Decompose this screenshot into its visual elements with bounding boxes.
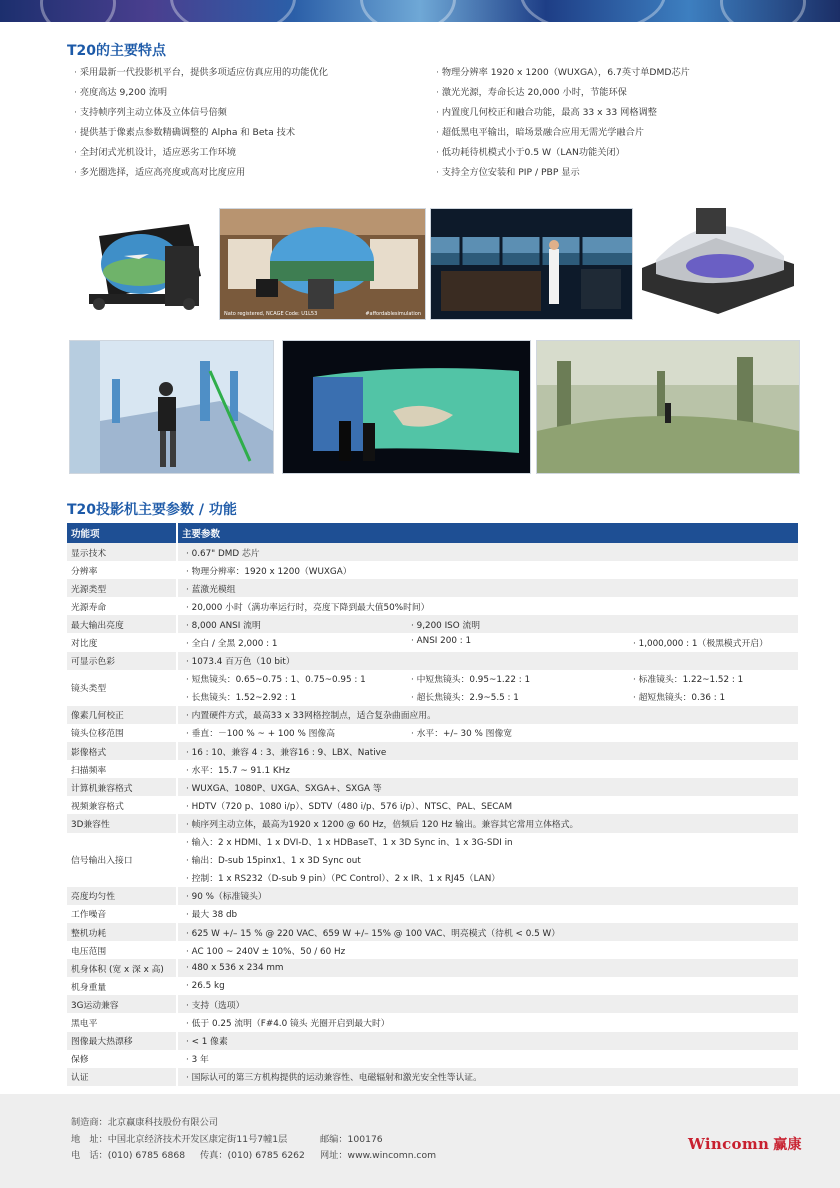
param-value: · 标准镜头：1.22~1.52 : 1 (633, 672, 798, 685)
feature-item: · 亮度高达 9,200 流明 (74, 86, 328, 106)
params-row (67, 688, 798, 706)
photo-caption-hashtag: #affordablesimulation (365, 311, 421, 317)
params-row (67, 579, 798, 597)
param-value-cell (177, 561, 798, 579)
params-row (67, 1068, 798, 1086)
param-value-cell (177, 977, 798, 995)
photo-caption-ncage: Nato registered, NCAGE Code: U1L53 (224, 311, 318, 317)
param-label: 图像最大热漂移 (67, 1032, 177, 1050)
params-row (67, 814, 798, 832)
param-value: · 26.5 kg (178, 981, 225, 991)
param-value-cell (177, 814, 798, 832)
params-row (67, 923, 798, 941)
params-row (67, 670, 798, 688)
param-value: · 1073.4 百万色（10 bit） (178, 654, 295, 667)
features-right-column (436, 66, 690, 186)
param-value-cell (177, 1068, 798, 1086)
param-value: · ANSI 200 : 1 (411, 636, 633, 649)
param-value-cell (177, 923, 798, 941)
feature-item: · 多光圈选择，适应高亮度或高对比度应用 (74, 166, 328, 186)
param-value: · 625 W +/– 15 % @ 220 VAC、659 W +/– 15% @ 100 VAC、明亮模式（待机 < 0.5 W） (178, 926, 560, 939)
param-label: 像素几何校正 (67, 706, 177, 724)
params-header-feature: 功能项 (67, 523, 177, 543)
param-value-cell (177, 760, 798, 778)
params-row (67, 760, 798, 778)
param-value: · 帧序列主动立体，最高为1920 x 1200 @ 60 Hz，倍频后 120 Hz 输出。兼容其它常用立体格式。 (178, 817, 578, 830)
params-row (67, 833, 798, 851)
feature-item: · 提供基于像素点参数精确调整的 Alpha 和 Beta 技术 (74, 126, 328, 146)
param-value: · 480 x 536 x 234 mm (178, 963, 284, 973)
param-value: · HDTV（720 p、1080 i/p）、SDTV（480 i/p、576 i/p）、NTSC、PAL、SECAM (178, 799, 512, 812)
footer-phone: 电 话：(010) 6785 6868 (71, 1150, 186, 1161)
param-value: · 水平：+/– 30 % 图像宽 (411, 726, 633, 739)
params-row (67, 959, 798, 977)
param-label: 机身体积 (宽 x 深 x 高) (67, 959, 177, 977)
vr-user-photo (69, 340, 274, 474)
param-value: · 低于 0.25 流明（F#4.0 镜头 光圈开启到最大时） (178, 1016, 390, 1029)
feature-item: · 全封闭式光机设计，适应恶劣工作环境 (74, 146, 328, 166)
param-value-cell (177, 869, 798, 887)
param-value: · 内置硬件方式，最高33 x 33网格控制点，适合复杂曲面应用。 (178, 708, 436, 721)
params-row (67, 778, 798, 796)
param-value: · 短焦镜头：0.65~0.75 : 1、0.75~0.95 : 1 (178, 672, 411, 685)
params-row (67, 561, 798, 579)
param-value: · 16 : 10、兼容 4 : 3、兼容16 : 9、LBX、Native (178, 745, 386, 758)
params-title: T20投影机主要参数 / 功能 (67, 502, 237, 518)
ship-control-room-photo (430, 208, 633, 320)
param-value: · 0.67" DMD 芯片 (178, 546, 260, 559)
params-row (67, 995, 798, 1013)
feature-item: · 支持全方位安装和 PIP / PBP 显示 (436, 166, 690, 186)
params-row (67, 597, 798, 615)
features-title: T20的主要特点 (67, 43, 167, 59)
logo-text-cn: 赢康 (773, 1137, 802, 1153)
param-value: · 控制：1 x RS232（D-sub 9 pin）（PC Control）、2 x IR、1 x RJ45（LAN） (178, 871, 500, 884)
feature-item: · 内置度几何校正和融合功能，最高 33 x 33 网格调整 (436, 106, 690, 126)
param-label: 可显示色彩 (67, 652, 177, 670)
param-value-cell (177, 1013, 798, 1031)
logo-text-en: Wincomn (688, 1135, 770, 1153)
param-value-cell (177, 706, 798, 724)
params-row (67, 615, 798, 633)
param-value-cell (177, 615, 798, 633)
param-value: · 长焦镜头：1.52~2.92 : 1 (178, 690, 411, 703)
banner-swirl (520, 0, 666, 22)
feature-item: · 激光光源，寿命长达 20,000 小时，节能环保 (436, 86, 690, 106)
param-label: 信号输出入接口 (67, 833, 177, 887)
param-value: · 3 年 (178, 1052, 209, 1065)
footer-fax: 传真：(010) 6785 6262 (200, 1150, 305, 1161)
param-value: · < 1 像素 (178, 1034, 228, 1047)
param-value-cell (177, 833, 798, 851)
feature-item: · 物理分辨率 1920 x 1200（WUXGA），6.7英寸单DMD芯片 (436, 66, 690, 86)
param-value-cell (177, 597, 798, 615)
ship-bridge-simulator-photo (219, 208, 426, 320)
params-row (67, 543, 798, 561)
param-value: · 国际认可的第三方机构提供的运动兼容性、电磁辐射和激光安全性等认证。 (178, 1070, 482, 1083)
param-value: · 支持（选项） (178, 998, 244, 1011)
param-value: · 超短焦镜头：0.36 : 1 (633, 690, 798, 703)
param-value-cell (177, 887, 798, 905)
params-row (67, 887, 798, 905)
param-value-cell (177, 995, 798, 1013)
param-label: 机身重量 (67, 977, 177, 995)
param-value-cell (177, 652, 798, 670)
param-value: · 蓝激光模组 (178, 582, 236, 595)
feature-item: · 超低黑电平输出，暗场景融合应用无需光学融合片 (436, 126, 690, 146)
param-label: 扫描频率 (67, 760, 177, 778)
params-row (67, 977, 798, 995)
param-value-cell (177, 670, 798, 688)
banner-swirl (360, 0, 456, 22)
param-value: · 20,000 小时（满功率运行时，亮度下降到最大值50%时间） (178, 600, 429, 613)
params-table (67, 523, 798, 1086)
params-row (67, 652, 798, 670)
param-label: 亮度均匀性 (67, 887, 177, 905)
param-value-cell (177, 959, 798, 977)
forest-vr-scene-photo (536, 340, 800, 474)
param-value-cell (177, 1032, 798, 1050)
param-value: · 全白 / 全黑 2,000 : 1 (178, 636, 411, 649)
param-value-cell (177, 778, 798, 796)
param-label: 镜头类型 (67, 670, 177, 706)
param-label: 光源寿命 (67, 597, 177, 615)
param-value: · 物理分辨率：1920 x 1200（WUXGA） (178, 564, 352, 577)
param-value: · 1,000,000 : 1（极黑模式开启） (633, 636, 798, 649)
params-row (67, 796, 798, 814)
param-label: 最大输出亮度 (67, 615, 177, 633)
params-row (67, 724, 798, 742)
top-banner (0, 0, 840, 22)
param-label: 工作噪音 (67, 905, 177, 923)
param-label: 3G运动兼容 (67, 995, 177, 1013)
param-value-cell (177, 543, 798, 561)
flight-simulator-photo (69, 206, 215, 318)
param-value-cell (177, 851, 798, 869)
param-value: · 最大 38 db (178, 907, 237, 920)
param-label: 电压范围 (67, 941, 177, 959)
param-value: · 垂直：－100 % ~ + 100 % 图像高 (178, 726, 411, 739)
param-value: · 8,000 ANSI 流明 (178, 618, 411, 631)
param-value: · WUXGA、1080P、UXGA、SXGA+、SXGA 等 (178, 781, 382, 794)
footer-maker: 制造商：北京赢康科技股份有限公司 (71, 1117, 218, 1128)
param-value: · 输入：2 x HDMI、1 x DVI-D、1 x HDBaseT、1 x 3D Sync in、1 x 3G-SDI in (178, 835, 513, 848)
param-value: · 超长焦镜头：2.9~5.5 : 1 (411, 690, 633, 703)
param-value: · 水平：15.7 ~ 91.1 KHz (178, 763, 290, 776)
footer (0, 1094, 840, 1188)
params-row (67, 1013, 798, 1031)
params-row (67, 1032, 798, 1050)
dome-simulator-photo (636, 198, 798, 318)
param-value: · 输出：D-sub 15pinx1、1 x 3D Sync out (178, 853, 361, 866)
param-value-cell (177, 688, 798, 706)
param-label: 3D兼容性 (67, 814, 177, 832)
param-value-cell (177, 742, 798, 760)
param-value-cell (177, 796, 798, 814)
param-label: 分辨率 (67, 561, 177, 579)
params-row (67, 905, 798, 923)
banner-swirl (720, 0, 806, 22)
param-label: 计算机兼容格式 (67, 778, 177, 796)
wincomn-logo (688, 1134, 802, 1154)
footer-website: 网址：www.wincomn.com (320, 1150, 437, 1161)
params-row (67, 1050, 798, 1068)
param-label: 显示技术 (67, 543, 177, 561)
param-label: 认证 (67, 1068, 177, 1086)
param-value: · 9,200 ISO 流明 (411, 618, 633, 631)
param-value-cell (177, 1050, 798, 1068)
feature-item: · 采用最新一代投影机平台，提供多项适应仿真应用的功能优化 (74, 66, 328, 86)
params-row (67, 706, 798, 724)
params-row (67, 869, 798, 887)
feature-item: · 低功耗待机模式小于0.5 W（LAN功能关闭） (436, 146, 690, 166)
params-row (67, 851, 798, 869)
features-left-column (74, 66, 328, 186)
param-label: 对比度 (67, 633, 177, 651)
param-value: · 中短焦镜头：0.95~1.22 : 1 (411, 672, 633, 685)
params-header-row (67, 523, 798, 543)
params-row (67, 742, 798, 760)
param-value: · 90 %（标准镜头） (178, 889, 267, 902)
params-body (67, 543, 798, 1086)
params-header-spec: 主要参数 (177, 523, 798, 543)
curved-screen-theater-photo (282, 340, 531, 474)
footer-postcode: 邮编：100176 (320, 1134, 383, 1145)
param-value-cell (177, 941, 798, 959)
param-label: 视频兼容格式 (67, 796, 177, 814)
banner-swirl (40, 0, 116, 22)
footer-address: 地 址：中国北京经济技术开发区康定街11号7幢1层 (71, 1134, 288, 1145)
param-value-cell (177, 724, 798, 742)
banner-swirl (170, 0, 296, 22)
param-label: 保修 (67, 1050, 177, 1068)
param-label: 镜头位移范围 (67, 724, 177, 742)
feature-item: · 支持帧序列主动立体及立体信号倍频 (74, 106, 328, 126)
param-label: 影像格式 (67, 742, 177, 760)
param-value-cell (177, 905, 798, 923)
param-label: 整机功耗 (67, 923, 177, 941)
params-row (67, 633, 798, 651)
param-label: 光源类型 (67, 579, 177, 597)
param-value: · AC 100 ~ 240V ± 10%、50 / 60 Hz (178, 944, 345, 957)
params-row (67, 941, 798, 959)
param-value-cell (177, 579, 798, 597)
param-label: 黑电平 (67, 1013, 177, 1031)
param-value-cell (177, 633, 798, 651)
